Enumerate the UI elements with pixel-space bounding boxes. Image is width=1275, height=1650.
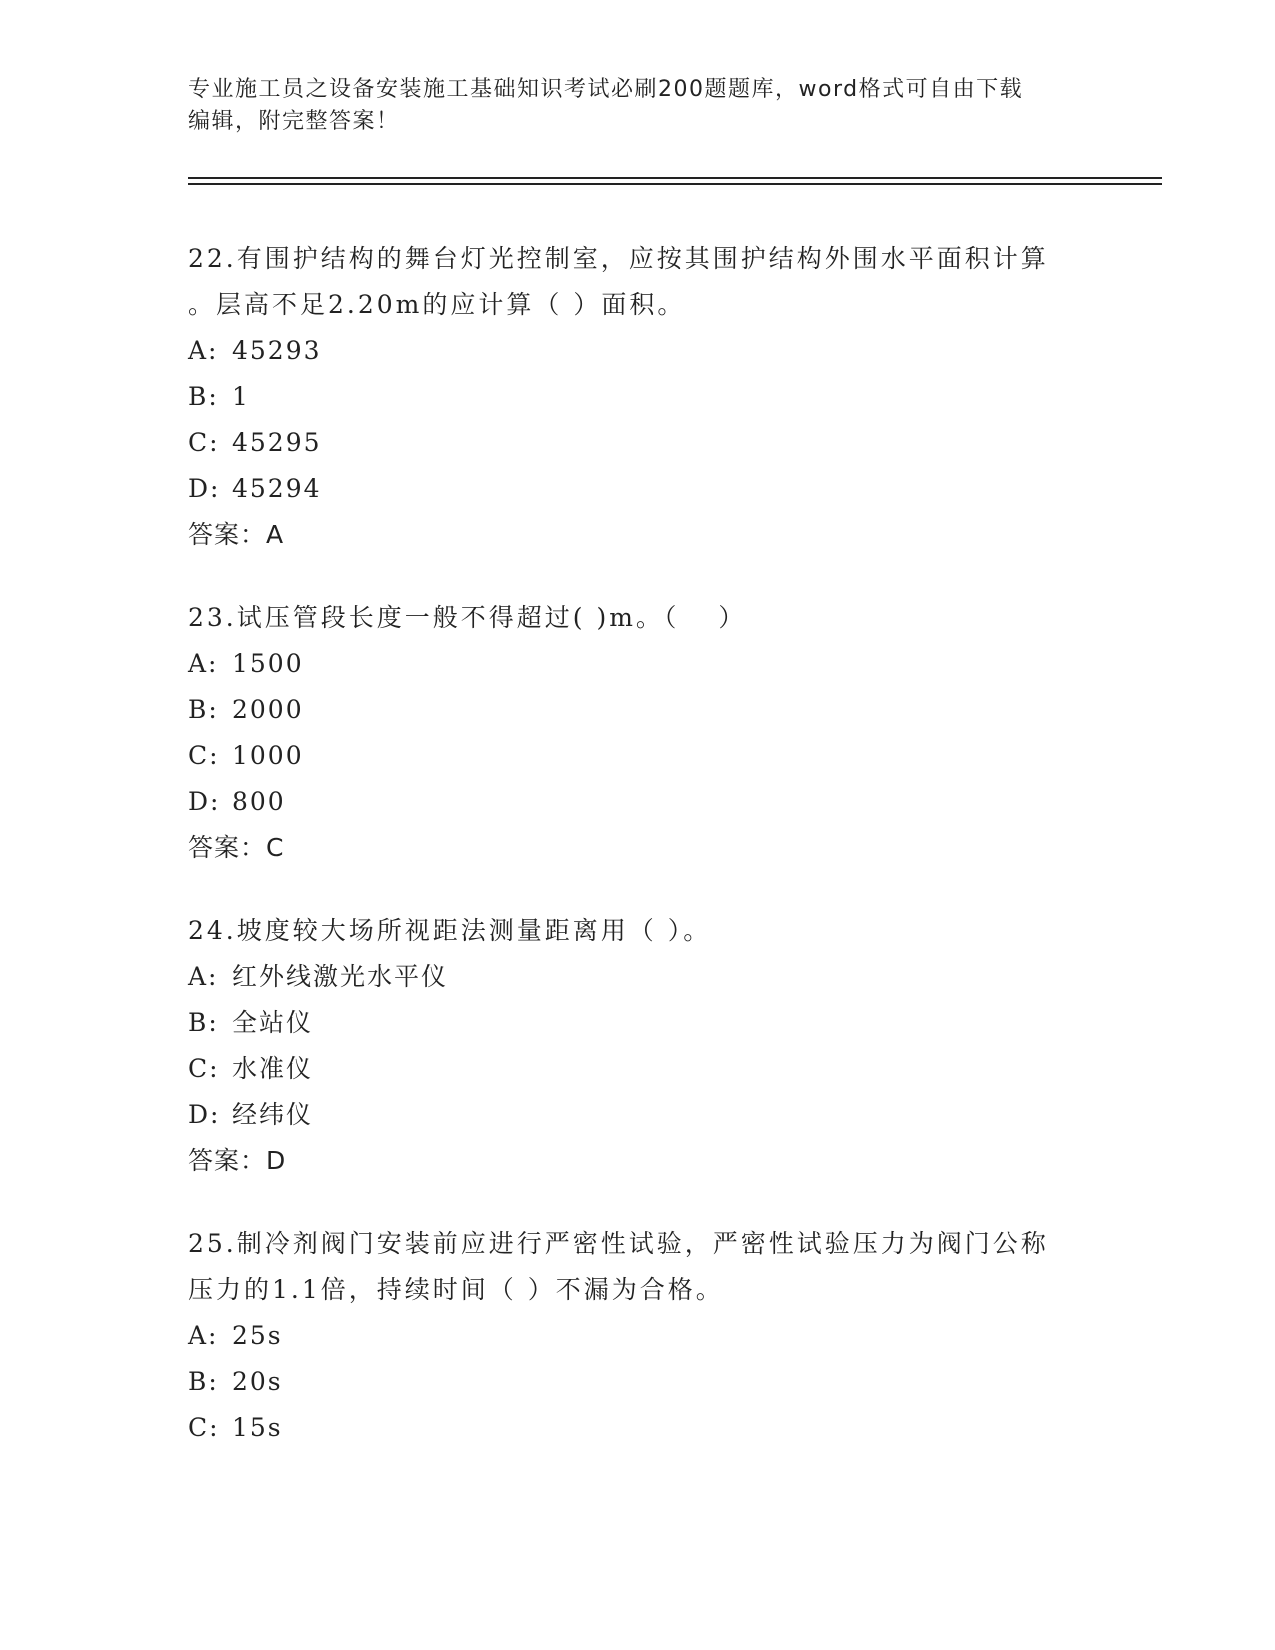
option-key: B: [188,1367,219,1396]
option-c [188,420,1088,466]
answer-line: 答案：D [188,1146,287,1175]
option-text: 45294 [232,474,322,503]
option-key: C: [188,1054,220,1083]
option-a [188,1313,1088,1359]
option-text: 1000 [232,741,304,770]
question-25 [188,1221,1088,1451]
option-b [188,1359,1088,1405]
option-key: D: [188,474,221,503]
header-rule-top [188,177,1162,179]
option-a [188,328,1088,374]
option-key: A: [188,649,219,678]
answer-line: 答案：A [188,520,285,549]
option-b [188,687,1088,733]
option-b [188,374,1088,420]
option-text: 20s [232,1367,283,1396]
option-key: A: [188,336,219,365]
question-stem-line: 。层高不足2.20m的应计算（ ）面积。 [188,290,686,319]
option-key: C: [188,741,220,770]
option-key: A: [188,962,219,991]
option-key: C: [188,1413,220,1442]
header-line-2: 编辑，附完整答案！ [188,109,400,134]
option-a [188,954,1088,1000]
option-c [188,1046,1088,1092]
option-key: B: [188,382,219,411]
option-d [188,779,1088,825]
question-stem-line: 22.有围护结构的舞台灯光控制室，应按其围护结构外围水平面积计算 [188,244,1049,273]
answer-line: 答案：C [188,833,285,862]
option-key: A: [188,1321,219,1350]
question-stem-line: 压力的1.1倍，持续时间（ ）不漏为合格。 [188,1275,724,1304]
option-text: 水准仪 [232,1054,314,1083]
question-stem-line: 25.制冷剂阀门安装前应进行严密性试验，严密性试验压力为阀门公称 [188,1229,1049,1258]
option-text: 25s [232,1321,283,1350]
option-text: 45293 [232,336,322,365]
option-text: 红外线激光水平仪 [232,962,449,991]
option-a [188,641,1088,687]
option-text: 1 [232,382,250,411]
option-text: 2000 [232,695,304,724]
option-c [188,1405,1088,1451]
header-line-1: 专业施工员之设备安装施工基础知识考试必刷200题题库，word格式可自由下载 [188,77,1024,102]
option-d [188,466,1088,512]
question-22 [188,236,1088,558]
question-23 [188,595,1088,871]
question-stem-line: 23.试压管段长度一般不得超过( )m。（ ） [188,603,747,632]
header-rule-bottom [188,183,1162,185]
option-key: B: [188,695,219,724]
option-key: D: [188,1100,221,1129]
question-24 [188,908,1088,1184]
option-text: 1500 [232,649,304,678]
option-key: B: [188,1008,219,1037]
option-key: C: [188,428,220,457]
question-stem-line: 24.坡度较大场所视距法测量距离用（ ）。 [188,916,712,945]
option-b [188,1000,1088,1046]
option-text: 800 [232,787,286,816]
option-d [188,1092,1088,1138]
document-header [188,74,1088,138]
option-text: 45295 [232,428,322,457]
option-text: 15s [232,1413,283,1442]
question-list [188,236,1088,1488]
option-text: 全站仪 [232,1008,314,1037]
option-key: D: [188,787,221,816]
option-c [188,733,1088,779]
option-text: 经纬仪 [232,1100,314,1129]
